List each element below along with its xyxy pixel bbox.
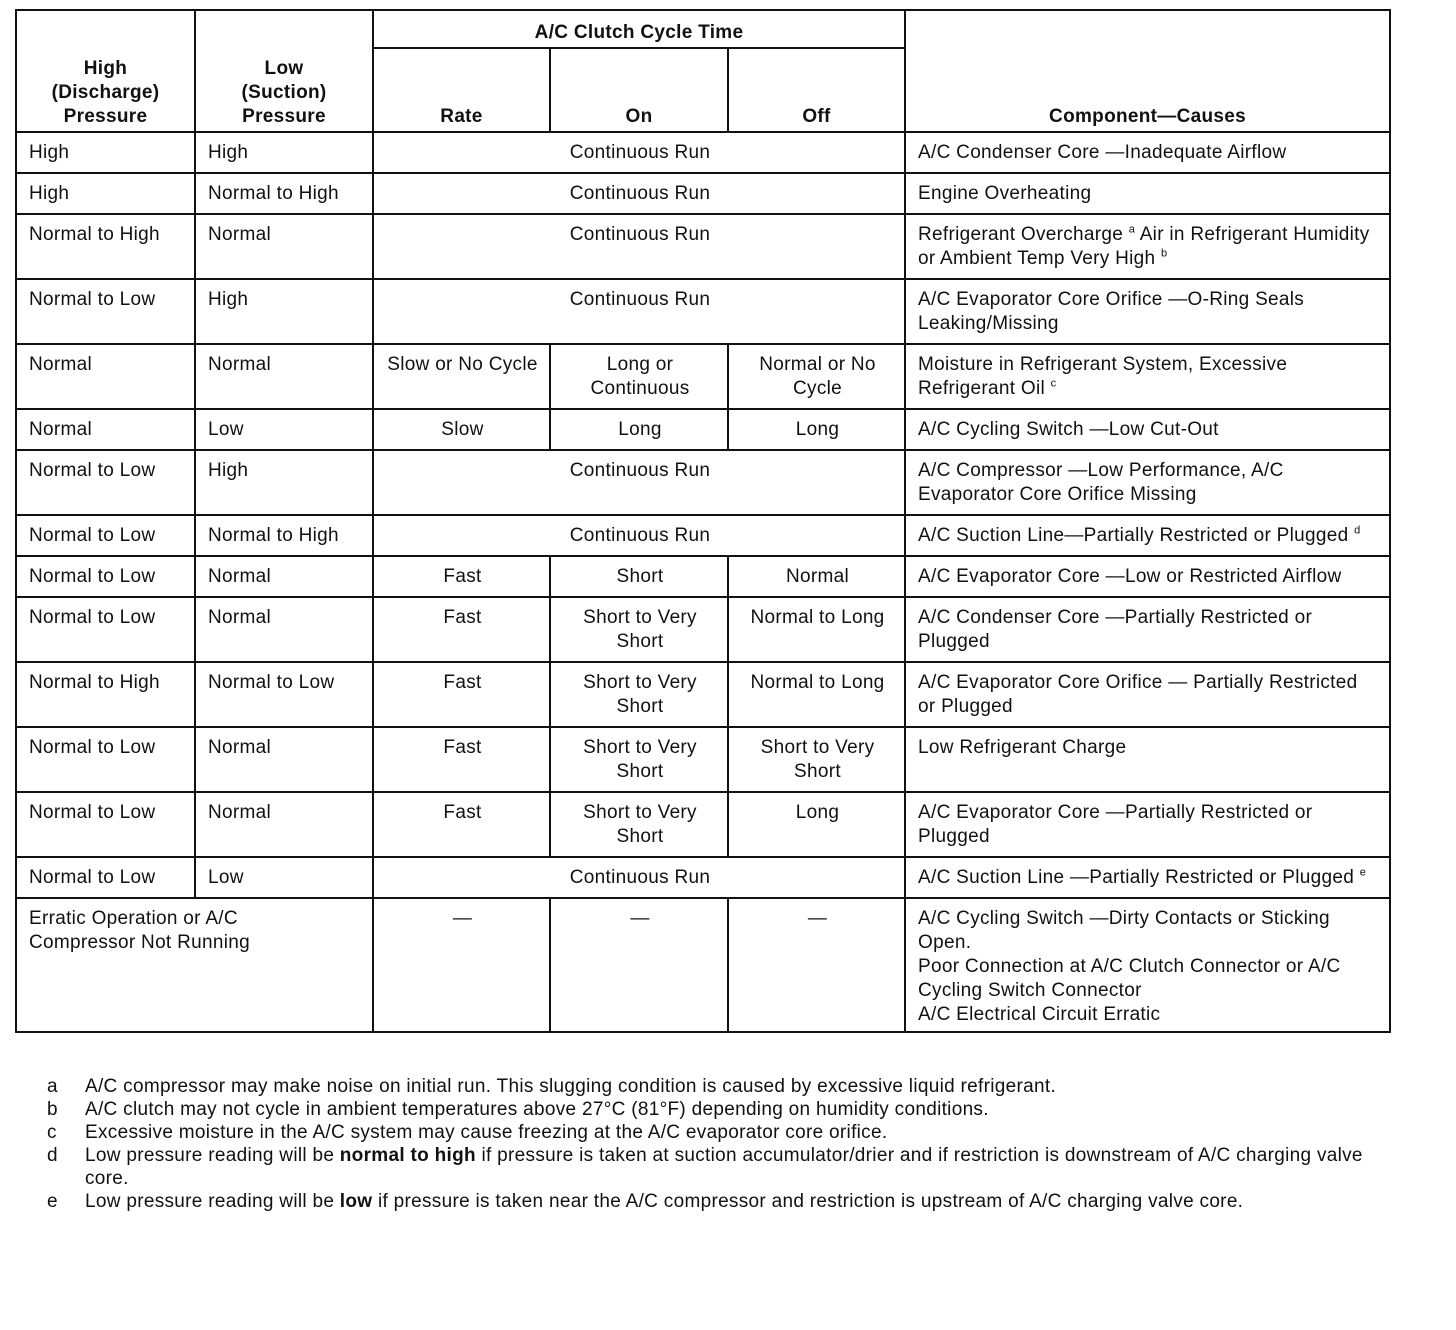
component-cause: A/C Evaporator Core Orifice —O-Ring Seals Leaking/Missing (905, 279, 1390, 344)
component-cause: A/C Evaporator Core —Low or Restricted Airflow (905, 556, 1390, 597)
low-pressure-cell: Normal (195, 344, 373, 409)
high-pressure-cell: Normal to Low (16, 727, 195, 792)
component-cause: A/C Suction Line—Partially Restricted or Plugged $^d$ (905, 515, 1390, 556)
header-high-pressure: High (Discharge) Pressure (16, 10, 195, 132)
component-cause: Engine Overheating (905, 173, 1390, 214)
clutch-cycle-cell: Continuous Run (373, 214, 905, 279)
on-cell: Short (550, 556, 728, 597)
component-cause: A/C Evaporator Core —Partially Restricted or Plugged (905, 792, 1390, 857)
high-pressure-cell: Normal to Low (16, 556, 195, 597)
footnote-ref: c (1050, 377, 1057, 390)
off-cell: — (728, 898, 905, 1032)
high-pressure-cell: Normal to High (16, 662, 195, 727)
component-cause: A/C Condenser Core —Partially Restricted or Plugged (905, 597, 1390, 662)
header-off: Off (728, 48, 905, 132)
off-cell: Normal to Long (728, 597, 905, 662)
footnote-ref: a (1128, 223, 1136, 236)
table-row (16, 214, 1390, 279)
table-row (16, 857, 1390, 898)
footnote-a: a A/C compressor may make noise on initial run. This slugging condition is caused by excessive liquid refrigerant. (47, 1076, 1057, 1097)
diagnosis-table (15, 9, 1391, 1033)
clutch-cycle-cell: Continuous Run (373, 173, 905, 214)
footnote-b: b A/C clutch may not cycle in ambient temperatures above 27°C (81°F) depending on humidity conditions. (47, 1099, 989, 1120)
high-pressure-cell: Normal to Low (16, 792, 195, 857)
header-rate: Rate (373, 48, 550, 132)
on-cell: Short to Very Short (550, 597, 728, 662)
low-pressure-cell: Normal to Low (195, 662, 373, 727)
table-row (16, 132, 1390, 173)
component-cause: A/C Suction Line —Partially Restricted or Plugged $^e$ (905, 857, 1390, 898)
high-pressure-cell: High (16, 132, 195, 173)
clutch-cycle-cell: Continuous Run (373, 450, 905, 515)
low-pressure-cell: Normal (195, 727, 373, 792)
low-pressure-cell: Normal (195, 556, 373, 597)
header-on: On (550, 48, 728, 132)
erratic-condition-cell: Erratic Operation or A/C Compressor Not Running (16, 898, 373, 1032)
low-pressure-cell: Normal (195, 792, 373, 857)
component-cause: A/C Cycling Switch —Low Cut-Out (905, 409, 1390, 450)
rate-cell: Fast (373, 727, 550, 792)
high-pressure-cell: Normal to Low (16, 279, 195, 344)
table-row (16, 792, 1390, 857)
off-cell: Short to Very Short (728, 727, 905, 792)
on-cell: Short to Very Short (550, 792, 728, 857)
table-body (16, 132, 1390, 1032)
rate-cell: Fast (373, 597, 550, 662)
high-pressure-cell: High (16, 173, 195, 214)
rate-cell: Fast (373, 662, 550, 727)
off-cell: Normal to Long (728, 662, 905, 727)
high-pressure-cell: Normal to High (16, 214, 195, 279)
component-cause: Refrigerant Overcharge $^a$ Air in Refrigerant Humidity or Ambient Temp Very High $^b$ (905, 214, 1390, 279)
high-pressure-cell: Normal to Low (16, 515, 195, 556)
header-low-pressure: Low (Suction) Pressure (195, 10, 373, 132)
component-cause: A/C Evaporator Core Orifice — Partially Restricted or Plugged (905, 662, 1390, 727)
footnote-ref: e (1359, 866, 1367, 879)
low-pressure-cell: Normal to High (195, 515, 373, 556)
table-row (16, 515, 1390, 556)
header-component-causes: Component—Causes (905, 10, 1390, 132)
component-cause: Moisture in Refrigerant System, Excessive Refrigerant Oil $^c$ (905, 344, 1390, 409)
low-pressure-cell: Low (195, 409, 373, 450)
high-pressure-cell: Normal to Low (16, 597, 195, 662)
on-cell: Short to Very Short (550, 662, 728, 727)
on-cell: Short to Very Short (550, 727, 728, 792)
component-cause: Low Refrigerant Charge (905, 727, 1390, 792)
off-cell: Long (728, 409, 905, 450)
component-cause: A/C Cycling Switch —Dirty Contacts or Sticking Open. Poor Connection at A/C Clutch Connector or A/C Cycling Switch Connector A/C Electrical Circuit Erratic (905, 898, 1390, 1032)
clutch-cycle-cell: Continuous Run (373, 279, 905, 344)
rate-cell: Slow (373, 409, 550, 450)
table-row (16, 450, 1390, 515)
footnote-c: c Excessive moisture in the A/C system may cause freezing at the A/C evaporator core orifice. (47, 1122, 888, 1143)
on-cell: — (550, 898, 728, 1032)
off-cell: Long (728, 792, 905, 857)
table-row (16, 556, 1390, 597)
low-pressure-cell: Normal (195, 597, 373, 662)
table-row (16, 727, 1390, 792)
header-clutch-cycle-time: A/C Clutch Cycle Time (373, 10, 905, 48)
low-pressure-cell: High (195, 450, 373, 515)
clutch-cycle-cell: Continuous Run (373, 515, 905, 556)
table-row (16, 279, 1390, 344)
on-cell: Long (550, 409, 728, 450)
footnote-e: e Low pressure reading will be low if pressure is taken near the A/C compressor and restriction is upstream of A/C charging valve core. (47, 1191, 1244, 1212)
low-pressure-cell: Low (195, 857, 373, 898)
footnote-d: d Low pressure reading will be normal to high if pressure is taken at suction accumulator/drier and if restriction is downstream of A/C charging valve core. (47, 1145, 1363, 1189)
off-cell: Normal or No Cycle (728, 344, 905, 409)
rate-cell: Slow or No Cycle (373, 344, 550, 409)
rate-cell: Fast (373, 792, 550, 857)
high-pressure-cell: Normal to Low (16, 857, 195, 898)
table-row (16, 597, 1390, 662)
component-cause: A/C Compressor —Low Performance, A/C Evaporator Core Orifice Missing (905, 450, 1390, 515)
footnote-ref: d (1354, 524, 1361, 537)
component-cause: A/C Condenser Core —Inadequate Airflow (905, 132, 1390, 173)
footnotes (47, 1075, 1407, 1213)
table-row-erratic (16, 898, 1390, 1032)
high-pressure-cell: Normal to Low (16, 450, 195, 515)
off-cell: Normal (728, 556, 905, 597)
table-row (16, 344, 1390, 409)
high-pressure-cell: Normal (16, 409, 195, 450)
rate-cell: — (373, 898, 550, 1032)
table-row (16, 173, 1390, 214)
clutch-cycle-cell: Continuous Run (373, 132, 905, 173)
low-pressure-cell: High (195, 279, 373, 344)
clutch-cycle-cell: Continuous Run (373, 857, 905, 898)
table-row (16, 409, 1390, 450)
high-pressure-cell: Normal (16, 344, 195, 409)
table-row (16, 662, 1390, 727)
on-cell: Long or Continuous (550, 344, 728, 409)
footnote-ref: b (1160, 247, 1168, 260)
low-pressure-cell: High (195, 132, 373, 173)
low-pressure-cell: Normal to High (195, 173, 373, 214)
rate-cell: Fast (373, 556, 550, 597)
low-pressure-cell: Normal (195, 214, 373, 279)
